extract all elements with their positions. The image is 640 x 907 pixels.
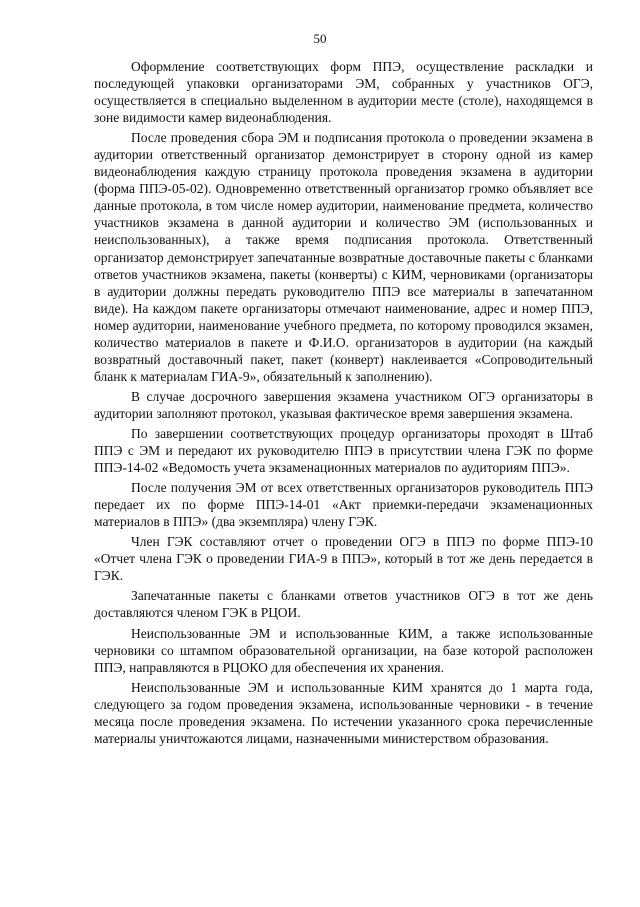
document-body <box>94 58 593 747</box>
paragraph-transfer-to-gek: После получения ЭМ от всех ответственных организаторов руководитель ППЭ передает их по форме ППЭ-14-01 «Акт приемки-передачи экзаменационных материалов в ППЭ» (два экземпляра) члену ГЭК. <box>94 480 593 530</box>
paragraph-gek-report: Член ГЭК составляют отчет о проведении ОГЭ в ППЭ по форме ППЭ-10 «Отчет члена ГЭК о проведении ГИА-9 в ППЭ», который в тот же день передается в ГЭК. <box>94 534 593 584</box>
paragraph-packing-materials: Оформление соответствующих форм ППЭ, осуществление раскладки и последующей упаковки организаторами ЭМ, собранных у участников ОГЭ, осуществляется в специально выделенном в аудитории месте (столе), находящемся в зоне видимости камер видеонаблюдения. <box>94 59 593 126</box>
paragraph-delivery-to-rcoi: Запечатанные пакеты с бланками ответов участников ОГЭ в тот же день доставляются членом ГЭК в РЦОИ. <box>94 588 593 621</box>
paragraph-early-completion: В случае досрочного завершения экзамена участником ОГЭ организаторы в аудитории заполняют протокол, указывая фактическое время завершения экзамена. <box>94 388 593 421</box>
paragraph-materials-to-rcoko: Неиспользованные ЭМ и использованные КИМ, а также использованные черновики со штампом образовательной организации, на базе которой расположен ППЭ, направляются в РЦОКО для обеспечения их хранения. <box>94 625 593 675</box>
paragraph-storage-and-destruction: Неиспользованные ЭМ и использованные КИМ хранятся до 1 марта года, следующего за годом проведения экзамена, использованные черновики - в течение месяца после проведения экзамена. По истечении указанного срока перечисленные материалы уничтожаются лицами, назначенными министерством образования. <box>94 679 593 746</box>
paragraph-protocol-demonstration: После проведения сбора ЭМ и подписания протокола о проведении экзамена в аудитории ответственный организатор демонстрирует в сторону одной из камер видеонаблюдения каждую страницу протокола проведения экзамена в аудитории (форма ППЭ-05-02). Одновременно ответственный организатор громко объявляет все данные протокола, в том числе номер аудитории, наименование предмета, количество участников экзамена в данной аудитории и количество ЭМ (использованных и неиспользованных), а также время подписания протокола. Ответственный организатор демонстрирует запечатанные возвратные доставочные пакеты с бланками ответов участников экзамена, пакеты (конверты) с КИМ, черновиками (организаторы в аудитории должны передать руководителю ППЭ все материалы в запечатанном виде). На каждом пакете организаторы отмечают наименование, адрес и номер ППЭ, номер аудитории, наименование учебного предмета, по которому проводился экзамен, количество материалов в пакете и Ф.И.О. организаторов в аудитории (на каждый возвратный доставочный пакет, пакет (конверт) наклеивается «Сопроводительный бланк к материалам ГИА-9», обязательный к заполнению). <box>94 130 593 384</box>
page-number: 50 <box>313 31 327 46</box>
paragraph-transfer-to-headquarters: По завершении соответствующих процедур организаторы проходят в Штаб ППЭ с ЭМ и передают их руководителю ППЭ в присутствии члена ГЭК по форме ППЭ-14-02 «Ведомость учета экзаменационных материалов по аудиториям ППЭ». <box>94 425 593 476</box>
